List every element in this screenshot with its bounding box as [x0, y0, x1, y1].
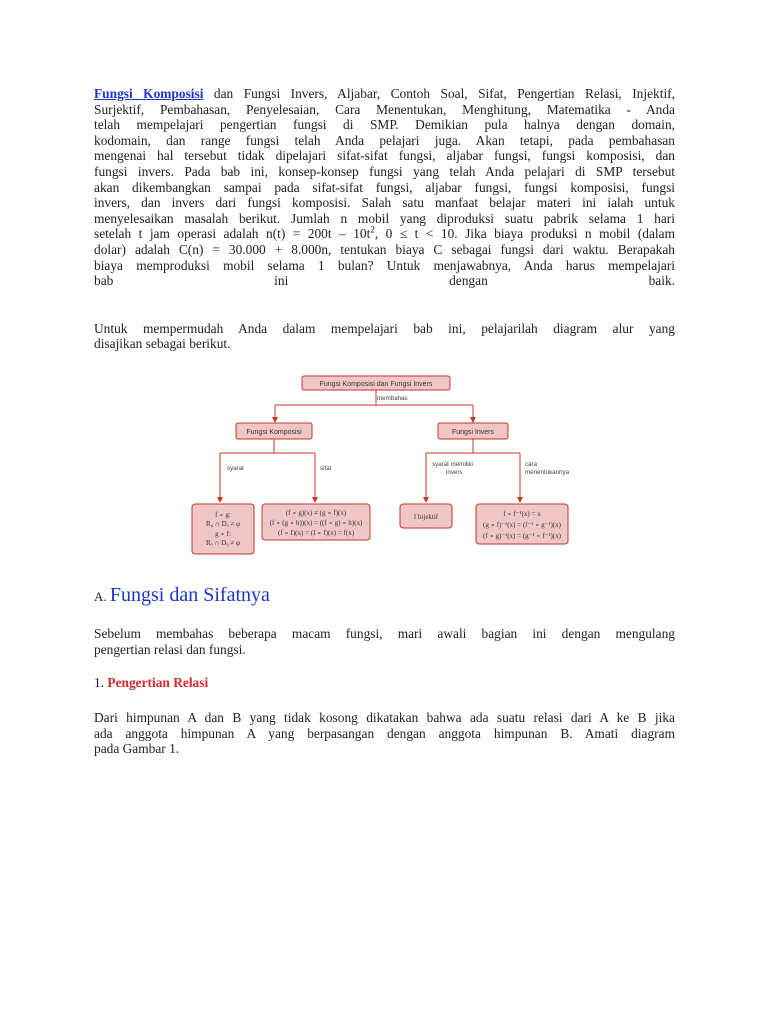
intro-p2-line-2: disajikan sebagai berikut. — [94, 336, 231, 352]
intro-paragraph-2 — [94, 321, 675, 352]
right-edge2-label-b: menentukannya — [525, 469, 570, 476]
intro-line-12: biaya memproduksi mobil selama 1 bulan? Untuk menjawabnya, Anda harus mempelajari — [94, 257, 675, 273]
box1-line4: Rₒ ∩ D₉ ≠ φ — [205, 539, 241, 547]
intro-line-13: bab ini dengan baik. — [94, 273, 675, 289]
intro-line-2: Surjektif, Pembahasan, Penyelesaian, Cara Menentukan, Menghitung, Matematika - Anda — [94, 101, 675, 117]
root-edge-label: membahas — [377, 395, 408, 402]
left-edge2-label: sifat — [320, 465, 332, 472]
section-a-p1-line-1: Sebelum membahas beberapa macam fungsi, mari awali bagian ini dengan mengulang — [94, 626, 675, 641]
subheading-title: Pengertian Relasi — [107, 675, 209, 690]
box1-line1: f ∘ g: — [215, 511, 231, 519]
box4-line2: (g ∘ f)⁻¹(x) = (f⁻¹ ∘ g⁻¹)(x) — [483, 521, 561, 529]
section-a-title: Fungsi dan Sifatnya — [109, 584, 270, 606]
box4-line1: f ∘ f⁻¹(x) = x — [503, 510, 541, 518]
right-edge1-label-a: syarat memiliki — [432, 461, 473, 468]
intro-line-9: menyelesaikan masalah berikut. Jumlah n mobil yang diproduksi suatu pabrik selama 1 hari — [94, 210, 675, 226]
section-a-p2-line-1: Dari himpunan A dan B yang tidak kosong dikatakan bahwa ada suatu relasi dari A ke B jika — [94, 710, 675, 725]
box2-line2: (f ∘ (g ∘ h))(x) = ((f ∘ g) ∘ h)(x) — [269, 519, 363, 527]
intro-paragraph-1 — [94, 86, 675, 289]
intro-line-5: mengenai hal tersebut tidak dipelajari sifat-sifat fungsi, aljabar fungsi, fungsi komposisi, dan — [94, 148, 675, 164]
box4-line3: (f ∘ g)⁻¹(x) = (g⁻¹ ∘ f⁻¹)(x) — [483, 532, 561, 540]
intro-line-1: Fungsi Komposisi dan Fungsi Invers, Aljabar, Contoh Soal, Sifat, Pengertian Relasi, Injektif, — [94, 86, 675, 101]
flow-diagram — [190, 373, 580, 559]
section-a-heading — [94, 584, 270, 607]
box3-text: f bijektif — [413, 513, 439, 521]
intro-line-11: dolar) adalah C(n) = 30.000 + 8.000n, tentukan biaya C sebagai fungsi dari waktu. Berapakah — [94, 241, 675, 257]
root-node-label: Fungsi Komposisi dan Fungsi Invers — [319, 381, 433, 388]
left-edge1-label: syarat — [227, 465, 244, 472]
box1-line2: R₉ ∩ Dₒ ≠ φ — [205, 520, 241, 528]
right-edge1-label-b: invers — [446, 469, 463, 476]
intro-line-7: akan dikembangkan sampai pada sifat-sifat fungsi, aljabar fungsi, fungsi komposisi, fungsi — [94, 179, 675, 195]
right-edge2-label-a: cara — [525, 461, 538, 468]
intro-p2-line-1: Untuk mempermudah Anda dalam mempelajari bab ini, pelajarilah diagram alur yang — [94, 320, 675, 336]
section-a-letter: A. — [94, 589, 107, 604]
section-a-paragraph-1 — [94, 626, 675, 657]
intro-line-4: kodomain, dan range fungsi telah Anda pelajari juga. Akan tetapi, pada pembahasan — [94, 132, 675, 148]
left-node-label: Fungsi Komposisi — [246, 429, 302, 436]
fungsi-komposisi-link[interactable]: Fungsi Komposisi — [94, 86, 204, 101]
intro-line-10: setelah t jam operasi adalah $n(t) = 200t - 10t^2$, 0 ≤ t < 10. Jika biaya produksi n mobil (dalam — [94, 224, 675, 242]
section-a-paragraph-2 — [94, 710, 675, 757]
intro-line-8: invers, dan invers dari fungsi komposisi. Salah satu manfaat belajar materi ini ialah untuk — [94, 195, 675, 211]
subheading-number: 1. — [94, 675, 105, 690]
subheading-relasi — [94, 675, 208, 691]
box2-line1: (f ∘ g)(x) ≠ (g ∘ f)(x) — [285, 509, 347, 517]
box1-line3: g ∘ f: — [215, 530, 231, 538]
right-node-label: Fungsi Invers — [451, 429, 495, 436]
intro-section — [94, 86, 675, 352]
section-a-p1-line-2: pengertian relasi dan fungsi. — [94, 641, 246, 657]
box2-line3: (f ∘ I)(x) = (I ∘ f)(x) = f(x) — [277, 529, 355, 537]
section-a-p2-line-3: pada Gambar 1. — [94, 741, 180, 757]
section-a-p2-line-2: ada anggota himpunan A yang berpasangan dengan anggota himpunan B. Amati diagram — [94, 725, 675, 741]
intro-line-3: telah mempelajari pengertian fungsi di SMP. Demikian pula halnya dengan domain, — [94, 117, 675, 133]
intro-line-6: fungsi invers. Pada bab ini, konsep-konsep fungsi yang telah Anda pelajari di SMP tersebut — [94, 163, 675, 179]
